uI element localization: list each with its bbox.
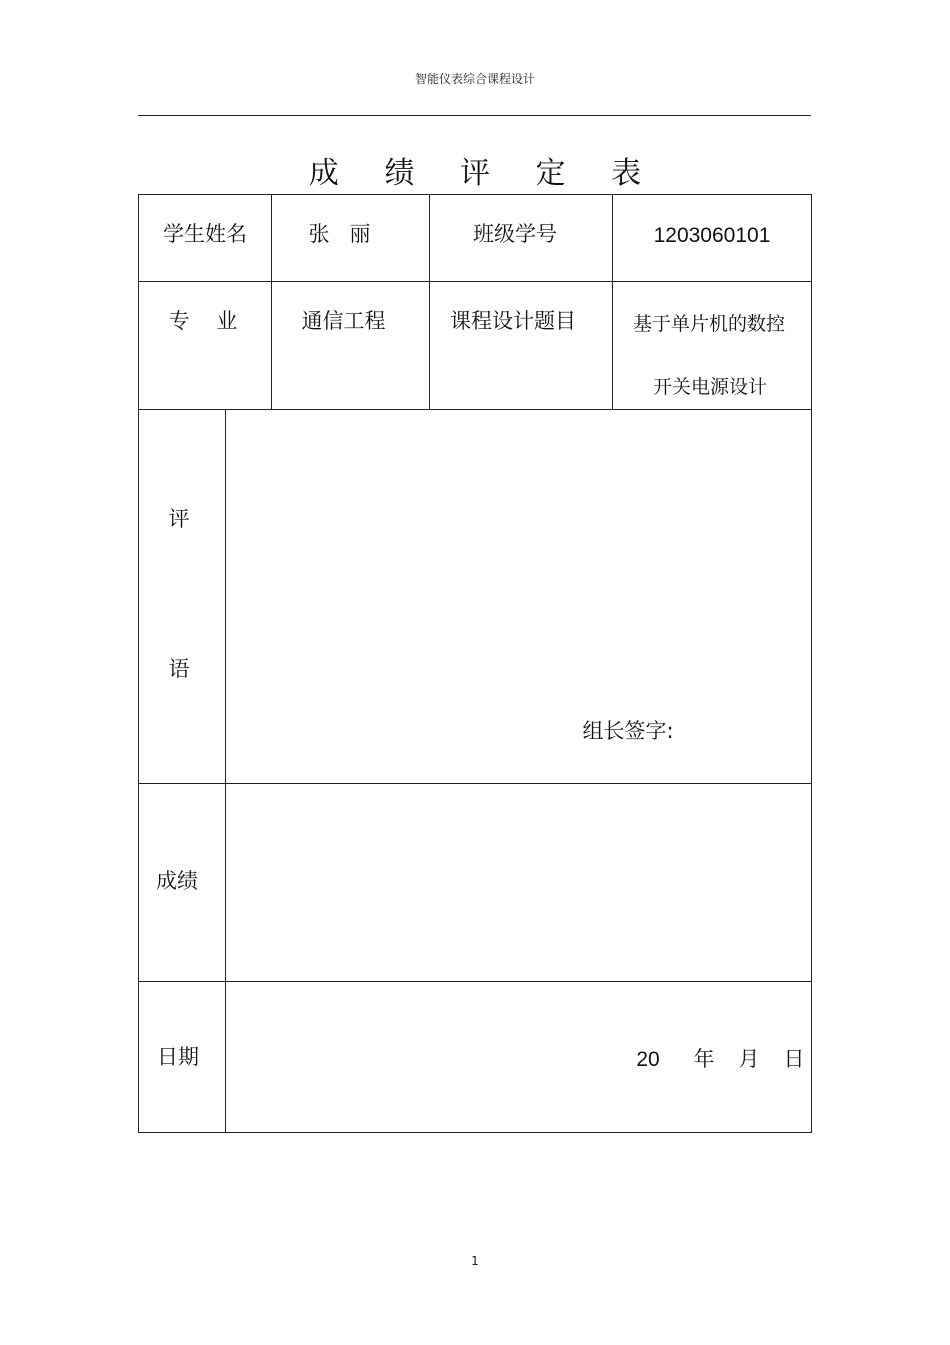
student-name-value: 张 丽 (308, 222, 371, 247)
date-year-prefix: 20 (636, 1048, 660, 1072)
table-rule (138, 981, 812, 982)
date-label: 日期 (157, 1045, 199, 1070)
document-title: 成 绩 评 定 表 (308, 156, 660, 191)
header-rule (138, 115, 811, 116)
table-rule (138, 281, 812, 282)
class-id-value: 1203060101 (653, 224, 771, 248)
page-number: 1 (471, 1254, 479, 1268)
topic-label: 课程设计题目 (450, 309, 576, 334)
table-rule (225, 409, 226, 1132)
signature-label: 组长签字: (582, 719, 674, 744)
topic-value-line2: 开关电源设计 (652, 375, 767, 398)
class-id-label: 班级学号 (473, 222, 557, 247)
date-day-char: 日 (783, 1047, 805, 1072)
running-header: 智能仪表综合课程设计 (414, 72, 535, 86)
table-rule (138, 783, 812, 784)
table-rule (138, 409, 812, 410)
comments-label-char-1: 评 (168, 507, 190, 532)
student-name-label: 学生姓名 (163, 222, 247, 247)
table-border-bottom (138, 1132, 812, 1133)
table-border-right (811, 194, 812, 1133)
major-value: 通信工程 (301, 309, 386, 334)
grade-label: 成绩 (156, 869, 198, 894)
date-year-char: 年 (693, 1047, 715, 1072)
comments-label-char-2: 语 (168, 657, 190, 682)
topic-value-line1: 基于单片机的数控 (632, 312, 785, 335)
date-month-char: 月 (738, 1047, 760, 1072)
major-label: 专 业 (168, 309, 238, 334)
